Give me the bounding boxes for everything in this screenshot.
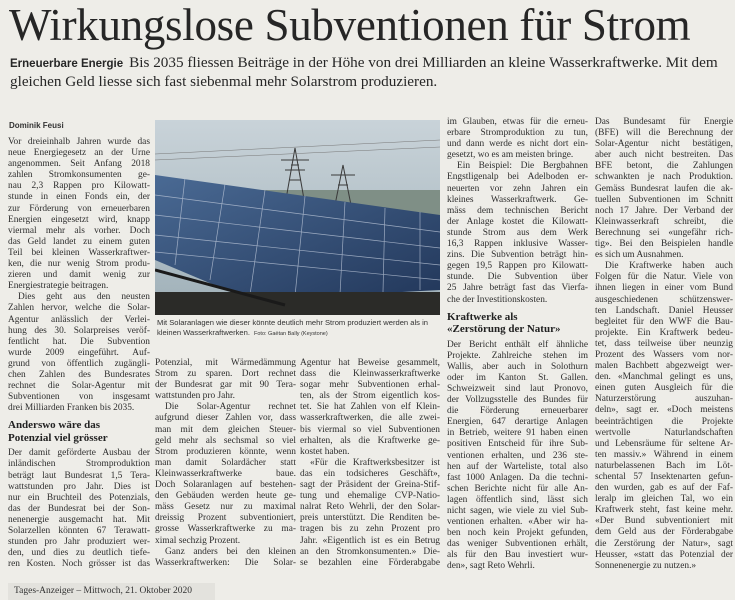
text-line: den. «Manchmal gelingt es uns, [595, 372, 733, 383]
text-line: man mit dem gleichen Steuer- [155, 424, 296, 435]
paragraph [300, 458, 440, 569]
subheading-line: Anderswo wäre das [8, 419, 101, 432]
text-line: einen guten Ausgleich für die [595, 383, 733, 394]
text-line: deln», sagt er. «Doch meistens [595, 405, 733, 416]
subheading [8, 419, 150, 444]
text-line: Ein Beispiel: Die Bergbahnen [457, 161, 588, 172]
photo-credit: Foto: Gaëtan Bally (Keystone) [254, 331, 328, 337]
text-line: schental 57 Insektenarten gefun- [595, 472, 733, 482]
text-line: Wasserkraftwerken: Die Solar- [155, 557, 296, 568]
text-line: nenenergie ausgemacht hat. Mit [8, 514, 150, 525]
paragraph [155, 547, 296, 569]
text-line: tragen bis zu zehn Prozent pro [300, 524, 440, 535]
text-line: nalrat Reto Wehrli, der den Solar- [300, 502, 440, 513]
text-line: es sich um Ausnahmen. [595, 250, 684, 261]
author-byline: Dominik Feusi [9, 121, 64, 130]
text-line: und dann werde es nicht dort ein- [447, 139, 588, 150]
paragraph [155, 402, 296, 546]
text-line: projekte. Ein Kraftwerk bedeu- [595, 327, 733, 338]
text-line: sagt der Präsident der Greina-Stif- [300, 480, 440, 491]
text-line: Berechnung sei «ungefähr rich- [595, 227, 733, 238]
text-line: oder im Kanton St. Gallen. [447, 372, 588, 383]
text-line: Strom zu sparen. Dort rechnet [155, 369, 296, 380]
text-line: ximal sechzig Prozent. [155, 535, 241, 546]
text-line: tig». Bei den Beispielen handle [595, 239, 733, 250]
text-line: stunden pro Jahr produziert wer- [8, 537, 150, 548]
text-line: zieren und damit wenig zur [8, 270, 150, 281]
text-line: tet, dass teilweise über neunzig [595, 338, 733, 349]
text-line: den», sagt Reto Wehrli. [447, 561, 535, 572]
text-line: man damit Solardächer statt [155, 457, 296, 468]
text-line: ten Landschaft. Daniel Heusser [595, 305, 733, 316]
text-line: hen auf der Warteliste, total also [447, 461, 588, 472]
text-line: im Glauben, etwas für die erneu- [447, 117, 588, 127]
text-line: erbare Stromproduktion zu tun, [447, 128, 588, 139]
text-line: lagen öffentlich sind, lässt sich [447, 494, 588, 505]
text-line: Subventionen von insgesamt [8, 392, 150, 403]
text-line: wasserkraftwerken, die alle zwei- [300, 413, 440, 424]
text-line: dreissig Prozent subventioniert, [155, 513, 296, 524]
text-line: Jahr. «Eigentlich ist es ein Betrug [300, 535, 440, 546]
text-line: grund von öffentlich zugängli- [8, 358, 150, 369]
lead-paragraph [10, 54, 725, 91]
text-line: der Anlage kostet die Kilowatt- [447, 216, 588, 227]
text-line: stunde in einen Fonds ein, der [8, 192, 150, 203]
headline: Wirkungslose Subventionen für Strom [9, 0, 691, 50]
text-line: das ein todsicheres Geschäft», [300, 468, 440, 479]
text-line: neue Energiegesetz an der Urne [8, 148, 150, 159]
text-line: Schweizweit sind laut Pronovo, [447, 383, 588, 394]
text-line: begleitet für den WWF die Bau- [595, 316, 733, 327]
article-column-5 [595, 117, 733, 572]
text-line: Teil bei kleinen Wasserkraftwer- [8, 247, 150, 258]
text-line: rechnet die Solar-Agentur mit [8, 381, 150, 392]
photo-caption [157, 318, 442, 339]
paragraph [447, 117, 588, 161]
text-line: Solarzellen könnten 67 Terawatt- [8, 526, 150, 536]
text-line: wurde 2009 eingeführt. Auf- [8, 347, 150, 358]
text-line: erhalten, als die Kraftwerke ge- [300, 435, 440, 446]
text-line: bis viermal so viel Subventionen [300, 424, 440, 435]
text-line: schwankten je nach Produktion. [595, 172, 733, 183]
text-line: Potenzial, mit Wärmedämmung [155, 358, 296, 368]
text-line: wattstunden pro Jahr. [155, 391, 235, 402]
text-line: aufgrund dieser Zahlen vor, dass [155, 413, 296, 424]
text-line: Wallis, aber auch in Solothurn [447, 361, 588, 372]
article-column-4 [447, 117, 588, 573]
text-line: naturbelassenen Bach im Löt- [595, 460, 733, 471]
text-line: tung und ehemalige CVP-Natio- [300, 491, 440, 502]
text-line: kleines Wasserkraftwerk. Ge- [447, 194, 588, 205]
text-line: das weniger Subventionen erhält, [447, 539, 588, 550]
paragraph [595, 261, 733, 572]
text-line: neuerten vor zehn Jahren ein [447, 183, 588, 194]
text-line: Vor dreieinhalb Jahren wurde das [8, 137, 150, 147]
text-line: nau 2,3 Rappen pro Kilowatt- [8, 181, 150, 192]
text-line: das der Bundesrat bei der Son- [8, 503, 150, 514]
text-line: Projekte. Zahlreiche stehen im [447, 350, 588, 361]
text-line: gesetzt, wo es am meisten bringe. [447, 150, 574, 161]
text-line: Folgen für die Natur. Viele von [595, 272, 733, 283]
text-line: nicht sagen, wie viele zu viel Sub- [447, 506, 588, 516]
text-line: Die Kraftwerke haben auch [605, 261, 733, 272]
text-line: ihnen liegen in einer vom Bund [595, 283, 733, 294]
text-line: viermal mehr als vorher. Doch [8, 225, 150, 236]
text-line: «Der Bund subventioniert mit [595, 516, 733, 527]
text-line: Ganz anders bei den kleinen [165, 546, 296, 557]
text-line: als für den Bau investiert wur- [447, 550, 588, 561]
text-line: Energien eingesetzt wird, knapp [8, 214, 150, 225]
text-line: Energiestrategie beitragen. [8, 281, 109, 292]
text-line: angenommen. Seit Anfang 2018 [8, 159, 150, 170]
text-line: BFE betont, die Zahlungen [595, 161, 733, 172]
article-column-3 [300, 358, 440, 569]
text-line: tet. Sie hat Zahlen von elf Klein- [300, 402, 440, 413]
text-line: Sonnenenergie zu nutzen.» [595, 560, 697, 571]
subheading-line: Kraftwerke als [447, 310, 518, 323]
paragraph [8, 137, 150, 292]
text-line: ben noch kein Projekt gefunden, [447, 528, 588, 539]
text-line: Kleinwasserkraftwerke baue. [155, 468, 296, 479]
text-line: gegen 19,5 Rappen pro Kilowatt- [447, 261, 588, 272]
text-line: Agentur anlässlich der Verlei- [8, 314, 150, 325]
text-line: nur ein Bruchteil des Potenzials, [8, 492, 150, 503]
text-line: 25 Jahre beträgt fast das Vierfa- [447, 283, 588, 294]
text-line: ken, die nur wenig Strom produ- [8, 259, 150, 270]
text-line: ren Kosten. Noch grösser ist das [8, 559, 150, 570]
text-line: in Betrieb, weitere 91 haben einen [447, 428, 588, 439]
text-line: Engstligenalp bei Adelboden er- [447, 172, 588, 183]
text-line: wertvolle Naturlandschaften [595, 427, 733, 438]
text-line: mäss dem technischen Bericht [447, 205, 588, 216]
article-column-1 [8, 137, 150, 570]
text-line: Strom produzieren könnte, wenn [155, 446, 296, 457]
text-line: (BFE) will die Berechnung der [595, 128, 733, 139]
text-line: Das Bundesamt für Energie [595, 117, 733, 127]
text-line: Agentur hat Beweise gesammelt, [300, 358, 440, 368]
text-line: Prozent des Wassers vom nor- [595, 349, 733, 360]
paragraph [595, 117, 733, 261]
text-line: positiven Entscheid für ihre Sub- [447, 439, 588, 450]
lead-text: Bis 2035 fliessen Beiträge in der Höhe von drei Milliarden an kleine Wasserkraftwerke. Mit dem gleichen Geld liesse sich fast siebenmal mehr Solarstrom produzieren. [10, 54, 718, 90]
text-line: der Vollzugsstelle des Bundes für [447, 395, 588, 406]
text-line: fentlicht hat. Die Subvention [8, 336, 150, 347]
text-line: Kleinwasserkraft schreibt, die [595, 216, 733, 227]
paragraph [155, 358, 296, 402]
text-line: «Für die Kraftwerksbesitzer ist [310, 457, 440, 468]
text-line: drei Milliarden Franken bis 2035. [8, 403, 135, 414]
text-line: Der Bericht enthält elf ähnliche [447, 339, 588, 350]
text-line: das Geld landet zu einem guten [8, 236, 150, 247]
solar-panel-photo [155, 120, 440, 315]
text-line: den Gebäuden werden heute ge- [155, 491, 296, 502]
text-line: zahlen Stromkonsumenten ge- [8, 170, 150, 181]
text-line: ausgeschiedenen schützenswer- [595, 294, 733, 305]
paragraph [8, 292, 150, 414]
text-line: Die Solar-Agentur rechnet [165, 402, 296, 413]
text-line: den, und dies zu deutlich tiefe- [8, 548, 150, 559]
paragraph [447, 340, 588, 573]
subheading [447, 311, 588, 336]
text-line: zur Förderung von erneuerbaren [8, 203, 150, 214]
text-line: beträgt laut Bundesrat 1,5 Tera- [8, 470, 150, 481]
text-line: ventionen erhalten. «Aber wir ha- [447, 517, 588, 528]
text-line: stunde Strom aus dem Werk [447, 227, 588, 238]
text-line: inländischen Stromproduktion [8, 459, 150, 470]
text-line: beeinträchtigen die Projekte [595, 416, 733, 427]
paragraph [300, 358, 440, 458]
text-line: Kraftwerk steht, fast keine mehr. [595, 505, 733, 516]
text-line: grosse Wasserkraftwerke zu ma- [155, 524, 296, 535]
text-line: der Bundesrat gar mit 90 Tera- [155, 380, 296, 391]
text-line: und Lebensräume für seltene Ar- [595, 438, 733, 449]
text-line: Dies geht aus den neusten [18, 292, 150, 303]
caption-text: Mit Solaranlagen wie dieser könnte deutlich mehr Strom produziert werden als in kleinen Wasserkraftwerken. [157, 318, 428, 337]
text-line: wattstunden pro Jahr. Dies ist [8, 481, 150, 492]
text-line: Der damit geförderte Ausbau der [8, 448, 150, 459]
text-line: malen Bachbett abgezweigt wer- [595, 361, 733, 372]
text-line: tuellen Subventionen im Schnitt [595, 194, 733, 205]
text-line: 16,3 Rappen inklusive Wasser- [447, 239, 588, 250]
text-line: leralp im gleichen Tal, wo ein [595, 494, 733, 505]
text-line: den wurden, gab es auf der Faf- [595, 483, 733, 494]
text-line: fast 1000 Anlagen. Da die techni- [447, 472, 588, 483]
text-line: ventionen erhalten, und 236 ste- [447, 450, 588, 461]
text-line: schen Berichte nicht für alle An- [447, 483, 588, 494]
publication-footer: Tages-Anzeiger – Mittwoch, 21. Oktober 2020 [8, 583, 215, 600]
text-line: Naturzerstörung auszuhan- [595, 394, 733, 405]
text-line: preis unterstützt. Die Renditen be- [300, 513, 440, 524]
text-line: se bezahlen eine Förderabgabe [300, 557, 440, 568]
text-line: zins. Die Subvention beträgt hin- [447, 250, 588, 261]
text-line: Doch Solaranlagen auf bestehen- [155, 480, 296, 491]
paragraph [8, 448, 150, 570]
text-line: Heusser, «statt das Potenzial der [595, 549, 733, 560]
subheading-line: Potenzial viel grösser [8, 431, 108, 444]
text-line: Solar-Agentur nicht bestätigen, [595, 139, 733, 150]
text-line: die Förderung erneuerbarer [447, 406, 588, 417]
text-line: hung des 30. Solarpreises veröf- [8, 325, 150, 336]
text-line: geld mehr als sechsmal so viel [155, 435, 296, 446]
text-line: dass die Kleinwasserkraftwerke [300, 369, 440, 380]
text-line: kostet haben. [300, 446, 350, 457]
text-line: die Zerstörung der Natur», sagt [595, 538, 733, 549]
text-line: mäss Gesetz nur zu maximal [155, 502, 296, 513]
text-line: Zahlen hervor, welche die Solar- [8, 303, 150, 314]
text-line: an den Stromkonsumenten.» Die- [300, 546, 440, 557]
text-line: ten, als der Strom eigentlich kos- [300, 391, 440, 402]
article-column-2 [155, 358, 296, 569]
text-line: ten massiv.» Während in einem [595, 449, 733, 460]
text-line: Gemäss Bundesrat laufen die ak- [595, 183, 733, 194]
text-line: noch 17 Jahre. Der Verband der [595, 205, 733, 216]
text-line: Energien, 647 derartige Anlagen [447, 417, 588, 428]
paragraph [447, 161, 588, 305]
text-line: chen Zahlen des Bundesrates [8, 369, 150, 380]
text-line: dem Geld aus der Förderabgabe [595, 527, 733, 538]
text-line: aber auch nicht bestreiten. Das [595, 150, 733, 161]
text-line: sogar mehr Subventionen erhal- [300, 380, 440, 391]
text-line: che der Investitionskosten. [447, 294, 548, 305]
kicker: Erneuerbare Energie [10, 58, 124, 70]
subheading-line: «Zerstörung der Natur» [447, 323, 561, 336]
text-line: stunde. Die Subvention über [447, 272, 588, 283]
